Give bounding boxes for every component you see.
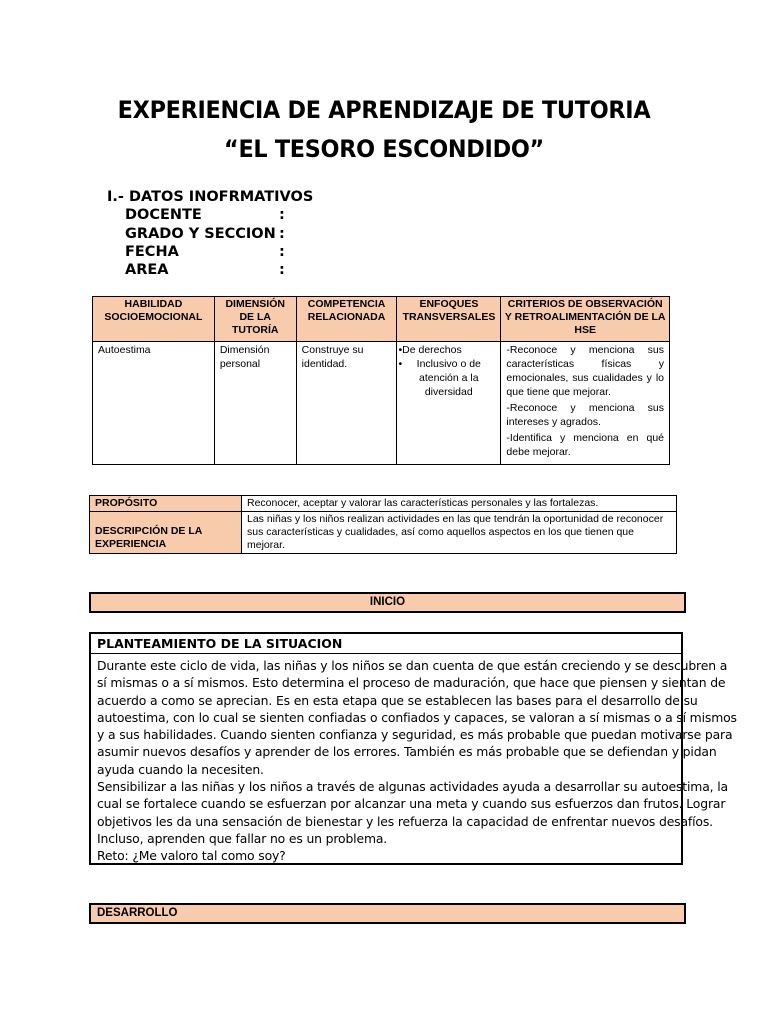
text-line: acuerdo a como se aprecian. Es en esta etapa que se establecen las bases para el desarrollo de su <box>97 692 698 708</box>
text-line: Sensibilizar a las niñas y los niños a través de algunas actividades ayuda a desarrollar su autoestima, la <box>97 779 728 795</box>
text-line: autoestima, con lo cual se sienten confiadas o confiados y capaces, se valoran a sí mismas o a sí mismos <box>97 709 737 725</box>
text-line: Incluso, aprenden que fallar no es un problema. <box>97 830 388 846</box>
criterio-item: -Reconoce y menciona sus intereses y agrados. <box>506 402 664 428</box>
descripcion-value: Las niñas y los niños realizan actividades en las que tendrán la oportunidad de reconocer sus características y cualidades, así como aquellos aspectos en los que tienen que mejorar. <box>242 512 677 554</box>
enfoque-item: • Inclusivo o de atención a la diversidad <box>398 358 481 398</box>
header-enfoques: ENFOQUES TRANSVERSALES <box>397 297 501 342</box>
field-label-grado: GRADO Y SECCION <box>125 225 276 242</box>
text-line: objetivos les da una sensación de bienestar y les refuerza la capacidad de enfrentar nuevos desafíos. <box>97 813 713 829</box>
cell-competencia: Construye su identidad. <box>296 342 397 465</box>
field-colon: : <box>279 262 285 279</box>
text-line: y a sus habilidades. Cuando sienten confianza y seguridad, es más probable que puedan motivarse para <box>97 727 733 743</box>
cell-criterios <box>501 342 670 465</box>
descripcion-label: DESCRIPCIÓN DE LA EXPERIENCIA <box>90 512 242 554</box>
text-line: ayuda cuando la necesiten. <box>97 761 264 777</box>
field-colon: : <box>279 243 285 260</box>
datos-heading: I.- DATOS INOFRMATIVOS <box>107 189 314 205</box>
planteamiento-text <box>91 654 737 865</box>
cell-dimension: Dimensión personal <box>214 342 296 465</box>
table-row <box>93 342 670 465</box>
header-criterios: CRITERIOS DE OBSERVACIÓN Y RETROALIMENTACIÓN DE LA HSE <box>501 297 670 342</box>
text-line: Durante este ciclo de vida, las niñas y los niños se dan cuenta de que están creciendo y se descubren a <box>97 658 728 673</box>
hse-table <box>92 296 670 465</box>
criterio-item: -Identifica y menciona en qué debe mejorar. <box>506 432 664 458</box>
desarrollo-section-bar: DESARROLLO <box>89 903 686 924</box>
descripcion-row <box>90 512 677 554</box>
cell-enfoques <box>397 342 501 465</box>
field-label-docente: DOCENTE <box>125 207 202 224</box>
planteamiento-heading: PLANTEAMIENTO DE LA SITUACION <box>91 634 681 654</box>
criterio-item: -Reconoce y menciona sus características físicas y emocionales, sus cualidades y lo que tiene que mejorar. <box>506 344 664 398</box>
text-line: sí mismas o a sí mismos. Esto determina el proceso de maduración, que hace que piensen y sientan de <box>97 675 726 691</box>
proposito-table <box>89 495 677 554</box>
text-line: cual se fortalece cuando se esfuerzan por alcanzar una meta y cuando sus esfuerzos dan frutos. Lograr <box>97 796 726 812</box>
proposito-value: Reconocer, aceptar y valorar las características personales y las fortalezas. <box>242 496 677 512</box>
field-label-fecha: FECHA <box>125 243 179 260</box>
field-label-area: AREA <box>125 262 169 279</box>
inicio-section-bar: INICIO <box>89 592 686 613</box>
hse-table-header-row <box>93 297 670 342</box>
field-colon: : <box>279 225 285 242</box>
bullet-icon: • <box>398 358 403 370</box>
document-title: EXPERIENCIA DE APRENDIZAJE DE TUTORIA <box>117 96 651 124</box>
bullet-icon: • <box>398 344 403 356</box>
cell-habilidad: Autoestima <box>93 342 215 465</box>
field-colon: : <box>279 207 285 224</box>
proposito-label: PROPÓSITO <box>90 496 242 512</box>
proposito-row <box>90 496 677 512</box>
header-competencia: COMPETENCIA RELACIONADA <box>296 297 397 342</box>
header-dimension: DIMENSIÓN DE LA TUTORÍA <box>214 297 296 342</box>
document-subtitle: “EL TESORO ESCONDIDO” <box>224 135 544 163</box>
enfoque-item: •De derechos <box>398 344 462 356</box>
text-line: Reto: ¿Me valoro tal como soy? <box>97 848 286 864</box>
planteamiento-box <box>89 632 737 865</box>
text-line: asumir nuevos desafíos y aprender de los errores. También es más probable que se defiendan y pidan <box>97 744 717 760</box>
header-habilidad: HABILIDAD SOCIOEMOCIONAL <box>93 297 215 342</box>
